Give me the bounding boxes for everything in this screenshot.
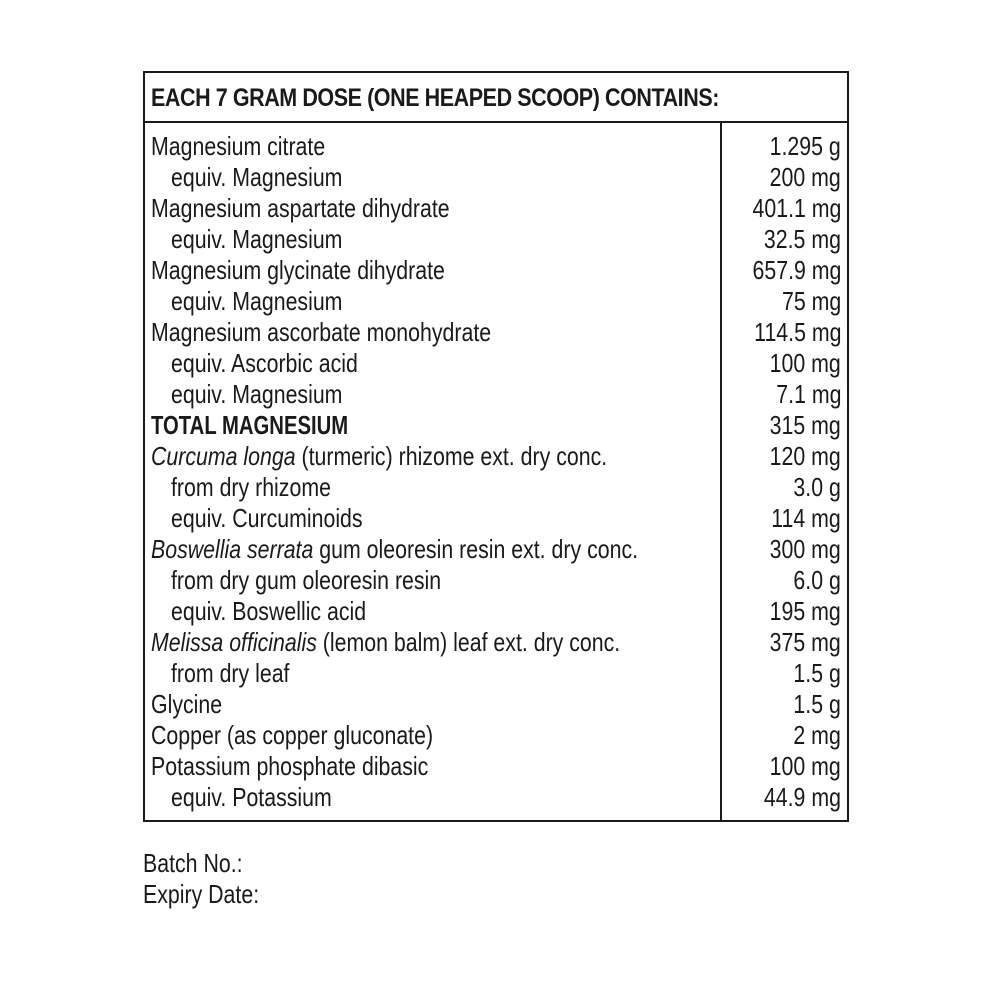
ingredient-row xyxy=(145,751,847,782)
ingredient-amount: 375 mg xyxy=(769,627,841,657)
ingredient-amount: 200 mg xyxy=(769,162,841,192)
ingredient-row xyxy=(145,162,847,193)
panel-title: EACH 7 GRAM DOSE (ONE HEAPED SCOOP) CONTAINS: xyxy=(151,84,719,112)
ingredient-amount: 3.0 g xyxy=(793,472,841,502)
ingredient-row xyxy=(145,534,847,565)
ingredient-name: Magnesium glycinate dihydrate xyxy=(151,255,445,285)
ingredient-row xyxy=(145,720,847,751)
ingredient-name: TOTAL MAGNESIUM xyxy=(151,410,349,440)
ingredient-row xyxy=(145,782,847,813)
ingredient-amount: 1.295 g xyxy=(769,131,841,161)
ingredient-row xyxy=(145,565,847,596)
ingredient-name: from dry gum oleoresin resin xyxy=(171,565,442,595)
total-magnesium-row xyxy=(145,410,847,441)
ingredient-row xyxy=(145,472,847,503)
botanical-name: Boswellia serrata xyxy=(151,534,314,564)
ingredient-description: (turmeric) rhizome ext. dry conc. xyxy=(295,441,608,471)
ingredient-name: from dry leaf xyxy=(171,658,290,688)
ingredient-name: Magnesium ascorbate monohydrate xyxy=(151,317,492,347)
ingredient-amount: 32.5 mg xyxy=(763,224,841,254)
botanical-name: Curcuma longa xyxy=(151,441,296,471)
batch-number-label: Batch No.: xyxy=(143,848,243,878)
ingredient-name: equiv. Ascorbic acid xyxy=(171,348,358,378)
ingredient-row xyxy=(145,224,847,255)
ingredient-amount: 1.5 g xyxy=(793,689,841,719)
ingredient-row xyxy=(145,658,847,689)
ingredients-panel xyxy=(143,71,849,822)
ingredient-name: Magnesium citrate xyxy=(151,131,326,161)
ingredient-amount: 195 mg xyxy=(769,596,841,626)
ingredient-amount: 120 mg xyxy=(769,441,841,471)
ingredient-row xyxy=(145,317,847,348)
expiry-date-label: Expiry Date: xyxy=(143,879,260,909)
ingredient-row xyxy=(145,689,847,720)
ingredient-amount: 300 mg xyxy=(769,534,841,564)
ingredient-row xyxy=(145,441,847,472)
ingredient-amount: 2 mg xyxy=(793,720,841,750)
ingredient-name: Copper (as copper gluconate) xyxy=(151,720,434,750)
ingredient-name: equiv. Magnesium xyxy=(171,286,343,316)
ingredient-name xyxy=(151,441,607,472)
ingredient-row xyxy=(145,596,847,627)
ingredient-amount: 7.1 mg xyxy=(775,379,841,409)
ingredient-amount: 100 mg xyxy=(769,751,841,781)
ingredient-amount: 657.9 mg xyxy=(752,255,841,285)
ingredient-name: equiv. Boswellic acid xyxy=(171,596,367,626)
ingredient-name: equiv. Magnesium xyxy=(171,379,343,409)
ingredient-amount: 114 mg xyxy=(771,503,841,533)
ingredient-row xyxy=(145,193,847,224)
batch-info xyxy=(143,848,285,910)
ingredient-name: equiv. Magnesium xyxy=(171,224,343,254)
ingredient-amount: 100 mg xyxy=(769,348,841,378)
ingredient-name: equiv. Magnesium xyxy=(171,162,343,192)
panel-header xyxy=(145,73,847,123)
ingredient-amount: 75 mg xyxy=(781,286,841,316)
ingredient-name xyxy=(151,627,620,658)
ingredient-amount: 114.5 mg xyxy=(753,317,841,347)
botanical-name: Melissa officinalis xyxy=(151,627,317,657)
ingredient-row xyxy=(145,255,847,286)
ingredient-name: from dry rhizome xyxy=(171,472,331,502)
ingredient-name: equiv. Curcuminoids xyxy=(171,503,363,533)
ingredient-amount: 401.1 mg xyxy=(752,193,841,223)
ingredient-list xyxy=(145,131,847,813)
ingredient-description: (lemon balm) leaf ext. dry conc. xyxy=(316,627,621,657)
ingredient-row xyxy=(145,348,847,379)
ingredient-name: Glycine xyxy=(151,689,223,719)
ingredient-amount: 44.9 mg xyxy=(763,782,841,812)
ingredient-name: Potassium phosphate dibasic xyxy=(151,751,429,781)
ingredient-amount: 315 mg xyxy=(769,410,841,440)
ingredient-amount: 6.0 g xyxy=(793,565,841,595)
ingredient-name: equiv. Potassium xyxy=(171,782,332,812)
ingredient-name: Magnesium aspartate dihydrate xyxy=(151,193,450,223)
ingredient-description: gum oleoresin resin ext. dry conc. xyxy=(313,534,639,564)
ingredient-row xyxy=(145,131,847,162)
ingredient-row xyxy=(145,627,847,658)
ingredient-row xyxy=(145,379,847,410)
ingredient-row xyxy=(145,503,847,534)
ingredient-amount: 1.5 g xyxy=(793,658,841,688)
ingredient-name xyxy=(151,534,638,565)
ingredient-row xyxy=(145,286,847,317)
